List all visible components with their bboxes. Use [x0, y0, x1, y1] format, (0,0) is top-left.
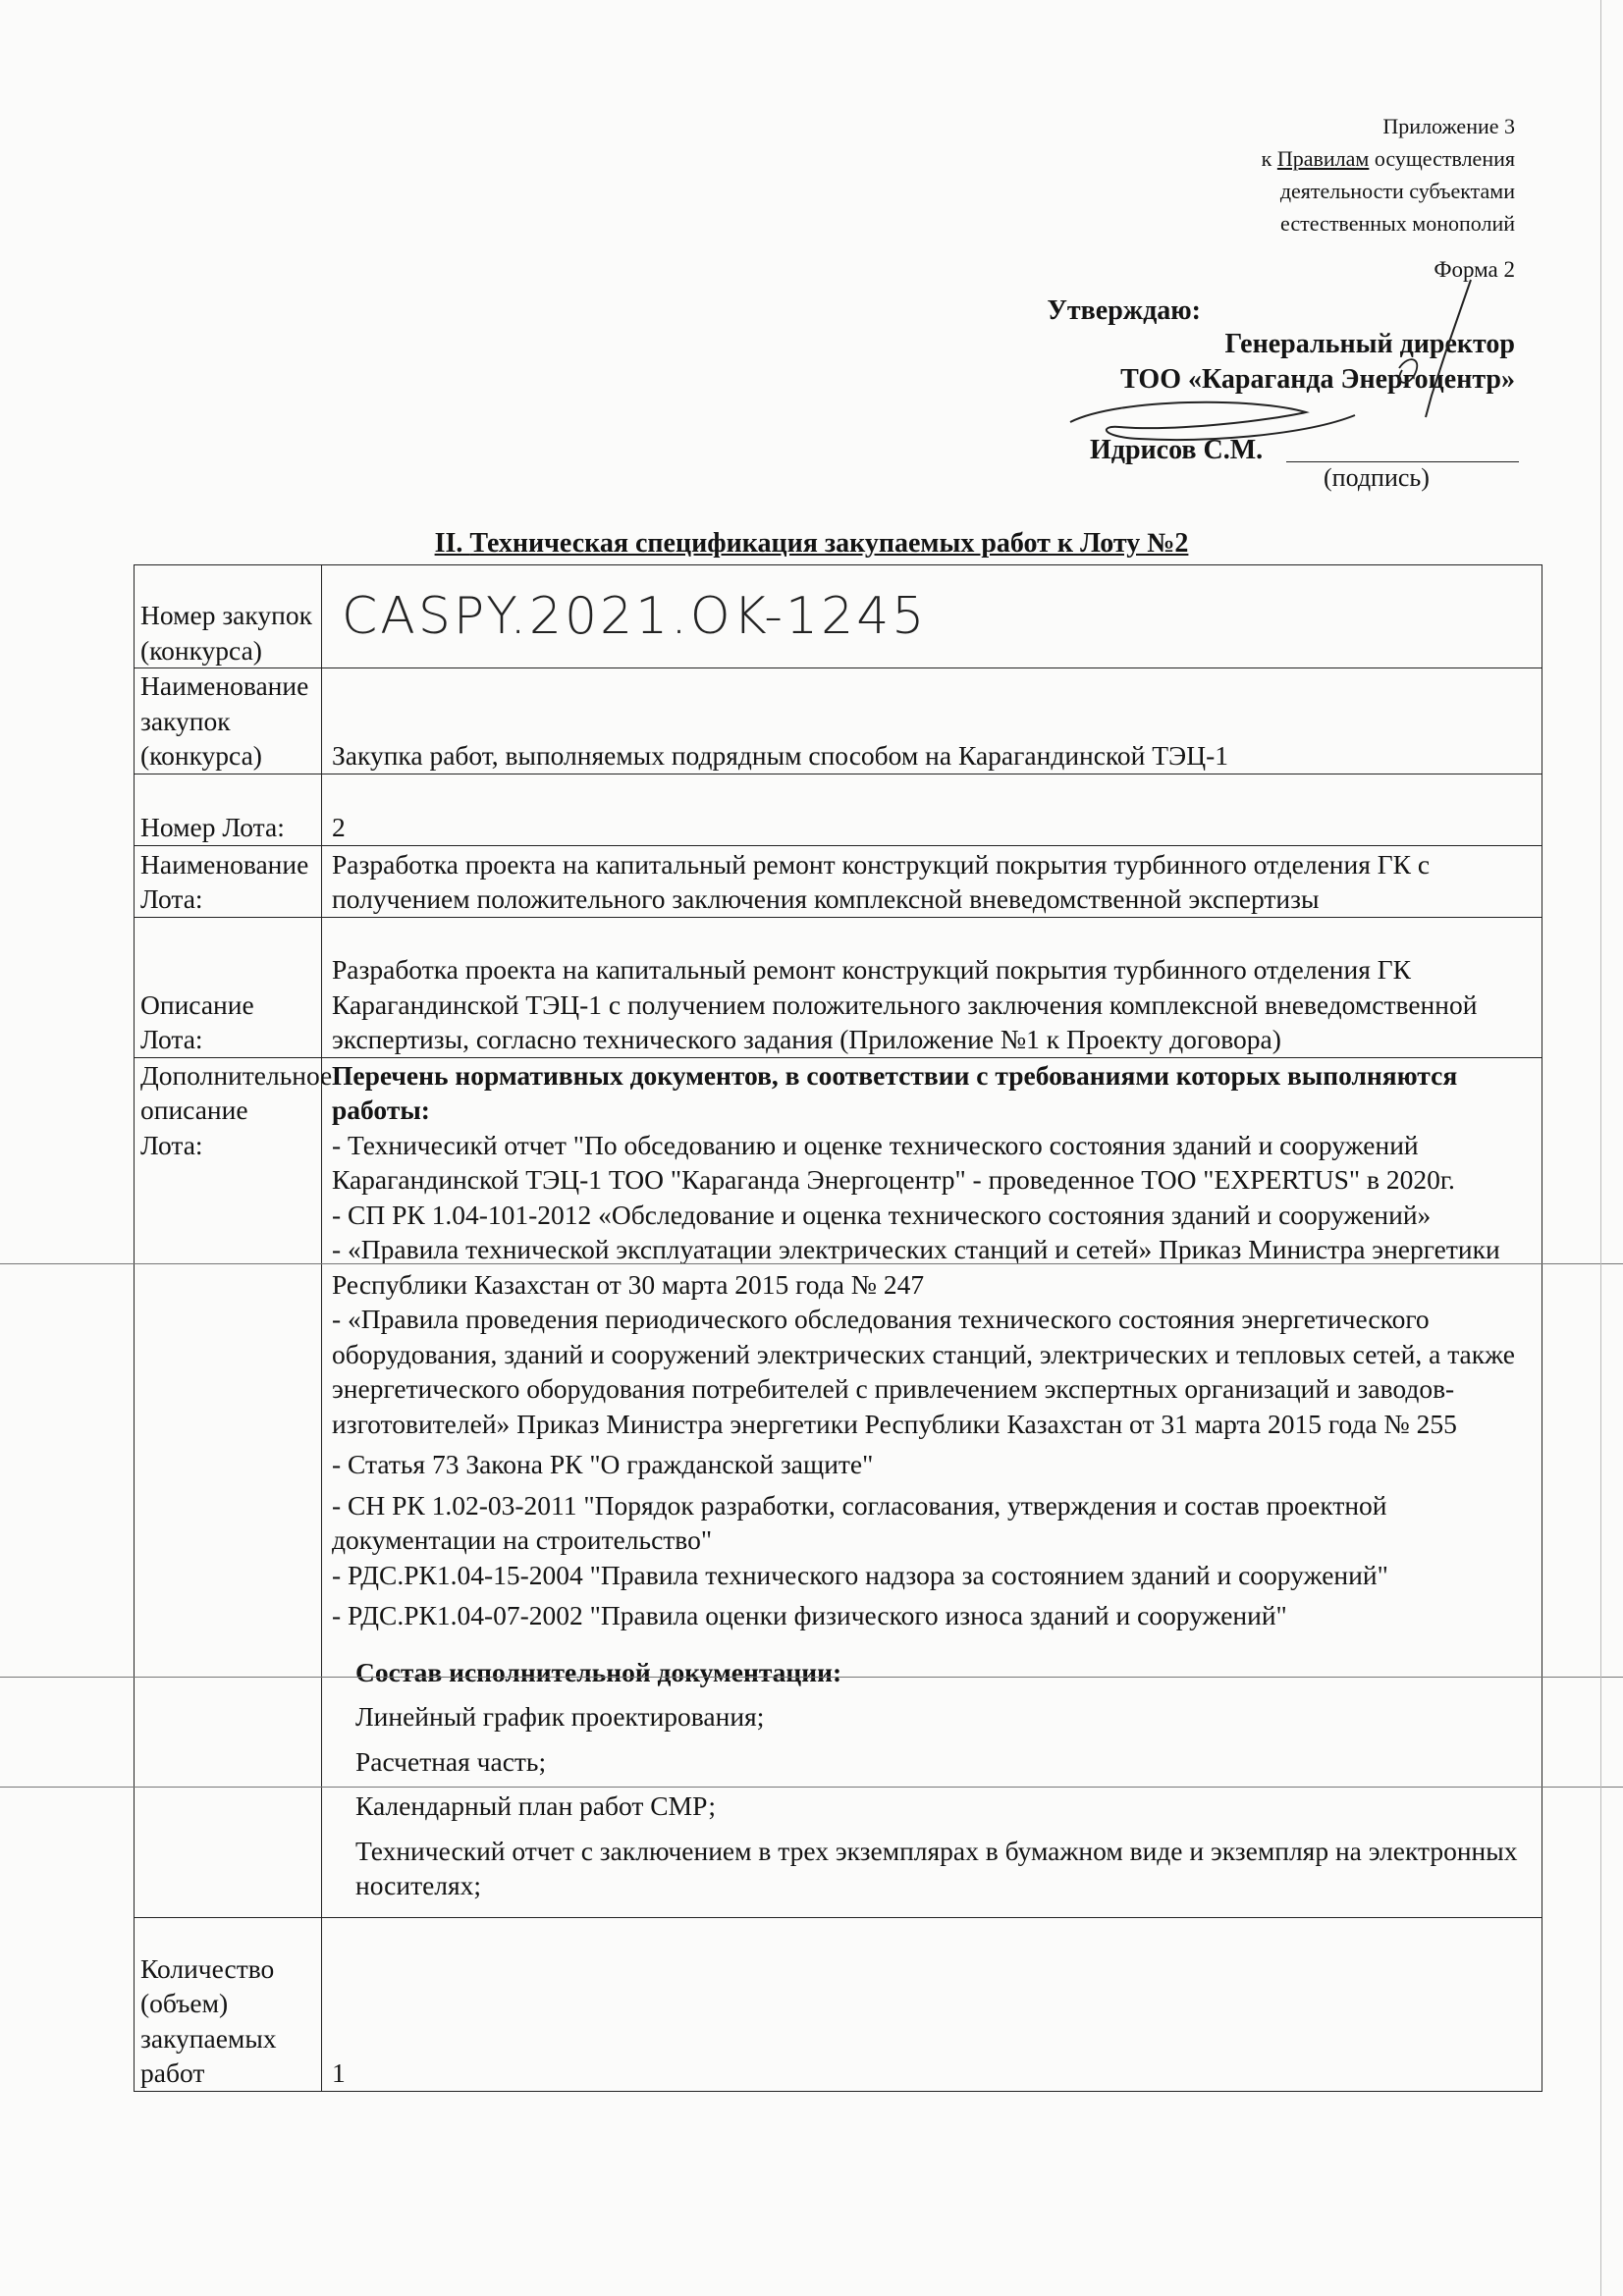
- scan-line: [0, 1677, 1623, 1678]
- normative-doc-item: - СП РК 1.04-101-2012 «Обследование и оценка технического состояния зданий и сооружений»: [332, 1199, 1432, 1230]
- signature-caption: (подпись): [1324, 463, 1430, 492]
- label-lot-name: Наименование Лота:: [135, 845, 322, 917]
- row-lot-name: [135, 845, 1542, 917]
- label-procurement-number: Номер закупок (конкурса): [135, 565, 322, 668]
- normative-doc-item: - «Правила технической эксплуатации электрических станций и сетей» Приказ Министра энергетики Республики Казахстан от 30 марта 2015 года № 247: [332, 1234, 1500, 1300]
- annex-line-4: естественных монополий: [1280, 211, 1515, 236]
- label-quantity: Количество (объем) закупаемых работ: [135, 1917, 322, 2091]
- scan-edge: [1600, 0, 1601, 2296]
- composition-heading: Состав исполнительной документации:: [355, 1656, 842, 1687]
- composition-item: Технический отчет с заключением в трех экземплярах в бумажном виде и экземпляр на электронных носителях;: [355, 1835, 1518, 1900]
- value-lot-description: Разработка проекта на капитальный ремонт конструкций покрытия турбинного отделения ГК Карагандинской ТЭЦ-1 с получением положительного заключения комплексной вневедомственной экспертизы, согласно технического задания (Приложение №1 к Проекту договора): [322, 917, 1542, 1057]
- company-name: ТОО «Караганда Энергоцентр»: [1120, 364, 1515, 395]
- director-name: Идрисов С.М.: [1090, 435, 1264, 465]
- value-procurement-name: Закупка работ, выполняемых подрядным способом на Карагандинской ТЭЦ-1: [322, 668, 1542, 774]
- row-procurement-name: [135, 668, 1542, 774]
- label-lot-description: Описание Лота:: [135, 917, 322, 1057]
- annex-line-1: Приложение 3: [1382, 114, 1515, 138]
- specification-title: [0, 528, 1623, 560]
- normative-doc-item: - РДС.РК1.04-15-2004 "Правила технического надзора за состоянием зданий и сооружений": [332, 1559, 1388, 1590]
- normative-docs-heading: Перечень нормативных документов, в соответствии с требованиями которых выполняются работы:: [332, 1059, 1458, 1125]
- specification-table: [134, 564, 1542, 2092]
- row-quantity: [135, 1917, 1542, 2091]
- signature-scribble: [1060, 250, 1620, 476]
- normative-doc-item: - Статья 73 Закона РК "О гражданской защите": [332, 1449, 874, 1479]
- annex-line-2-suffix: осуществления: [1369, 146, 1515, 171]
- normative-doc-item: - СН РК 1.02-03-2011 "Порядок разработки, согласования, утверждения и состав проектной документации на строительство": [332, 1489, 1387, 1555]
- approve-heading: Утверждаю:: [1047, 295, 1201, 326]
- annex-line-2-prefix: к: [1261, 146, 1277, 171]
- rules-link[interactable]: Правилам: [1276, 146, 1370, 171]
- row-procurement-number: [135, 565, 1542, 668]
- annex-line-3: деятельности субъектами: [1279, 179, 1515, 203]
- scan-line: [0, 1787, 1623, 1788]
- row-additional-description: [135, 1057, 1542, 1917]
- annex-line-2: [1262, 142, 1515, 175]
- value-procurement-number: [322, 565, 1542, 668]
- normative-doc-item: - РДС.РК1.04-07-2002 "Правила оценки физического износа зданий и сооружений": [332, 1600, 1287, 1630]
- row-lot-description: [135, 917, 1542, 1057]
- row-lot-number: [135, 774, 1542, 845]
- normative-doc-item: - Техничесикй отчет "По обседованию и оценке технического состояния зданий и сооружений Карагандинской ТЭЦ-1 ТОО "Караганда Энергоцентр" - проведенное ТОО "EXPERTUS" в 2020г.: [332, 1129, 1455, 1195]
- value-additional-description: [322, 1057, 1542, 1917]
- composition-item: Расчетная часть;: [355, 1745, 547, 1777]
- label-additional-description: Дополнительное описание Лота:: [135, 1057, 322, 1917]
- form-label: Форма 2: [1434, 257, 1515, 282]
- director-position: Генеральный директор: [1224, 329, 1515, 359]
- value-lot-number: 2: [322, 774, 1542, 845]
- title-text: Техническая спецификация закупаемых работ к Лоту №2: [469, 528, 1189, 559]
- annex-header: [1262, 110, 1515, 240]
- value-lot-name: Разработка проекта на капитальный ремонт конструкций покрытия турбинного отделения ГК с получением положительного заключения комплексной вневедомственной экспертизы: [322, 845, 1542, 917]
- title-prefix: II.: [434, 528, 470, 559]
- label-lot-number: Номер Лота:: [135, 774, 322, 845]
- value-quantity: 1: [322, 1917, 1542, 2091]
- handwritten-procurement-number: CASPY.2021.OK-1245: [342, 587, 928, 647]
- scan-line: [0, 1263, 1623, 1264]
- normative-doc-item: - «Правила проведения периодического обследования технического состояния энергетического оборудования, зданий и сооружений электрических станций, электрических и тепловых сетей, а также энергетического оборудования потребителей с привлечением экспертных организаций и заводов-изготовителей» Приказ Министра энергетики Республики Казахстан от 31 марта 2015 года № 255: [332, 1304, 1515, 1439]
- label-procurement-name: Наименование закупок (конкурса): [135, 668, 322, 774]
- composition-item: Линейный график проектирования;: [355, 1701, 765, 1732]
- composition-item: Календарный план работ СМР;: [355, 1790, 717, 1821]
